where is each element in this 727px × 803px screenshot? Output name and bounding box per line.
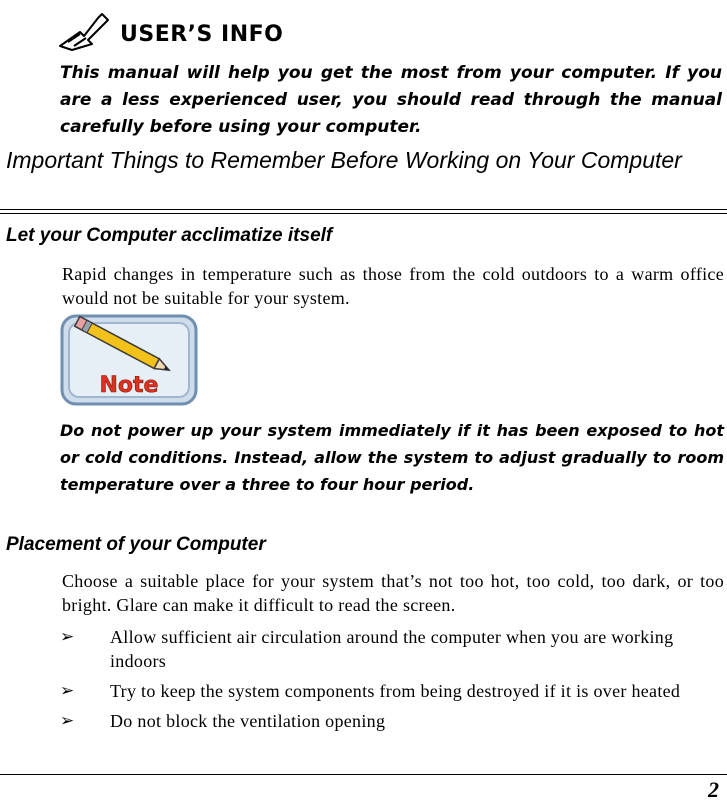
note-icon [60, 314, 198, 406]
section-header [58, 12, 283, 56]
list-item-text: Allow sufficient air circulation around the computer when you are working indoors [110, 627, 674, 671]
page-number: 2 [708, 777, 719, 802]
section-title: Important Things to Remember Before Working on Your Computer [6, 147, 682, 173]
note-warning-text: Do not power up your system immediately if it has been exposed to hot or cold conditions. Instead, allow the system to adjust gradually to room temperature over a three to four hour period. [60, 421, 724, 494]
acclimatize-heading: Let your Computer acclimatize itself [6, 225, 333, 246]
hand-pointer-icon [58, 12, 112, 57]
arrow-bullet-icon: ➢ [60, 711, 75, 731]
list-item-text: Do not block the ventilation opening [110, 711, 386, 731]
header-title: USER’S INFO [120, 21, 284, 47]
acclimatize-paragraph: Rapid changes in temperature such as those from the cold outdoors to a warm office would not be suitable for your system. [62, 264, 724, 308]
placement-paragraph: Choose a suitable place for your system that’s not too hot, too cold, too dark, or too bright. Glare can make it difficult to read the screen. [62, 571, 724, 615]
divider [0, 213, 727, 214]
list-item [60, 679, 724, 703]
placement-bullet-list [60, 625, 724, 739]
list-item [60, 709, 724, 733]
arrow-bullet-icon: ➢ [60, 681, 75, 701]
list-item [60, 625, 724, 673]
placement-heading: Placement of your Computer [6, 534, 266, 555]
footer-divider [0, 774, 727, 775]
divider [0, 209, 727, 210]
intro-text: This manual will help you get the most from your computer. If you are a less experienced user, you should read through the manual carefully before using your computer. [60, 63, 722, 137]
note-label: Note [99, 373, 159, 398]
arrow-bullet-icon: ➢ [60, 627, 75, 647]
list-item-text: Try to keep the system components from being destroyed if it is over heated [110, 681, 681, 701]
